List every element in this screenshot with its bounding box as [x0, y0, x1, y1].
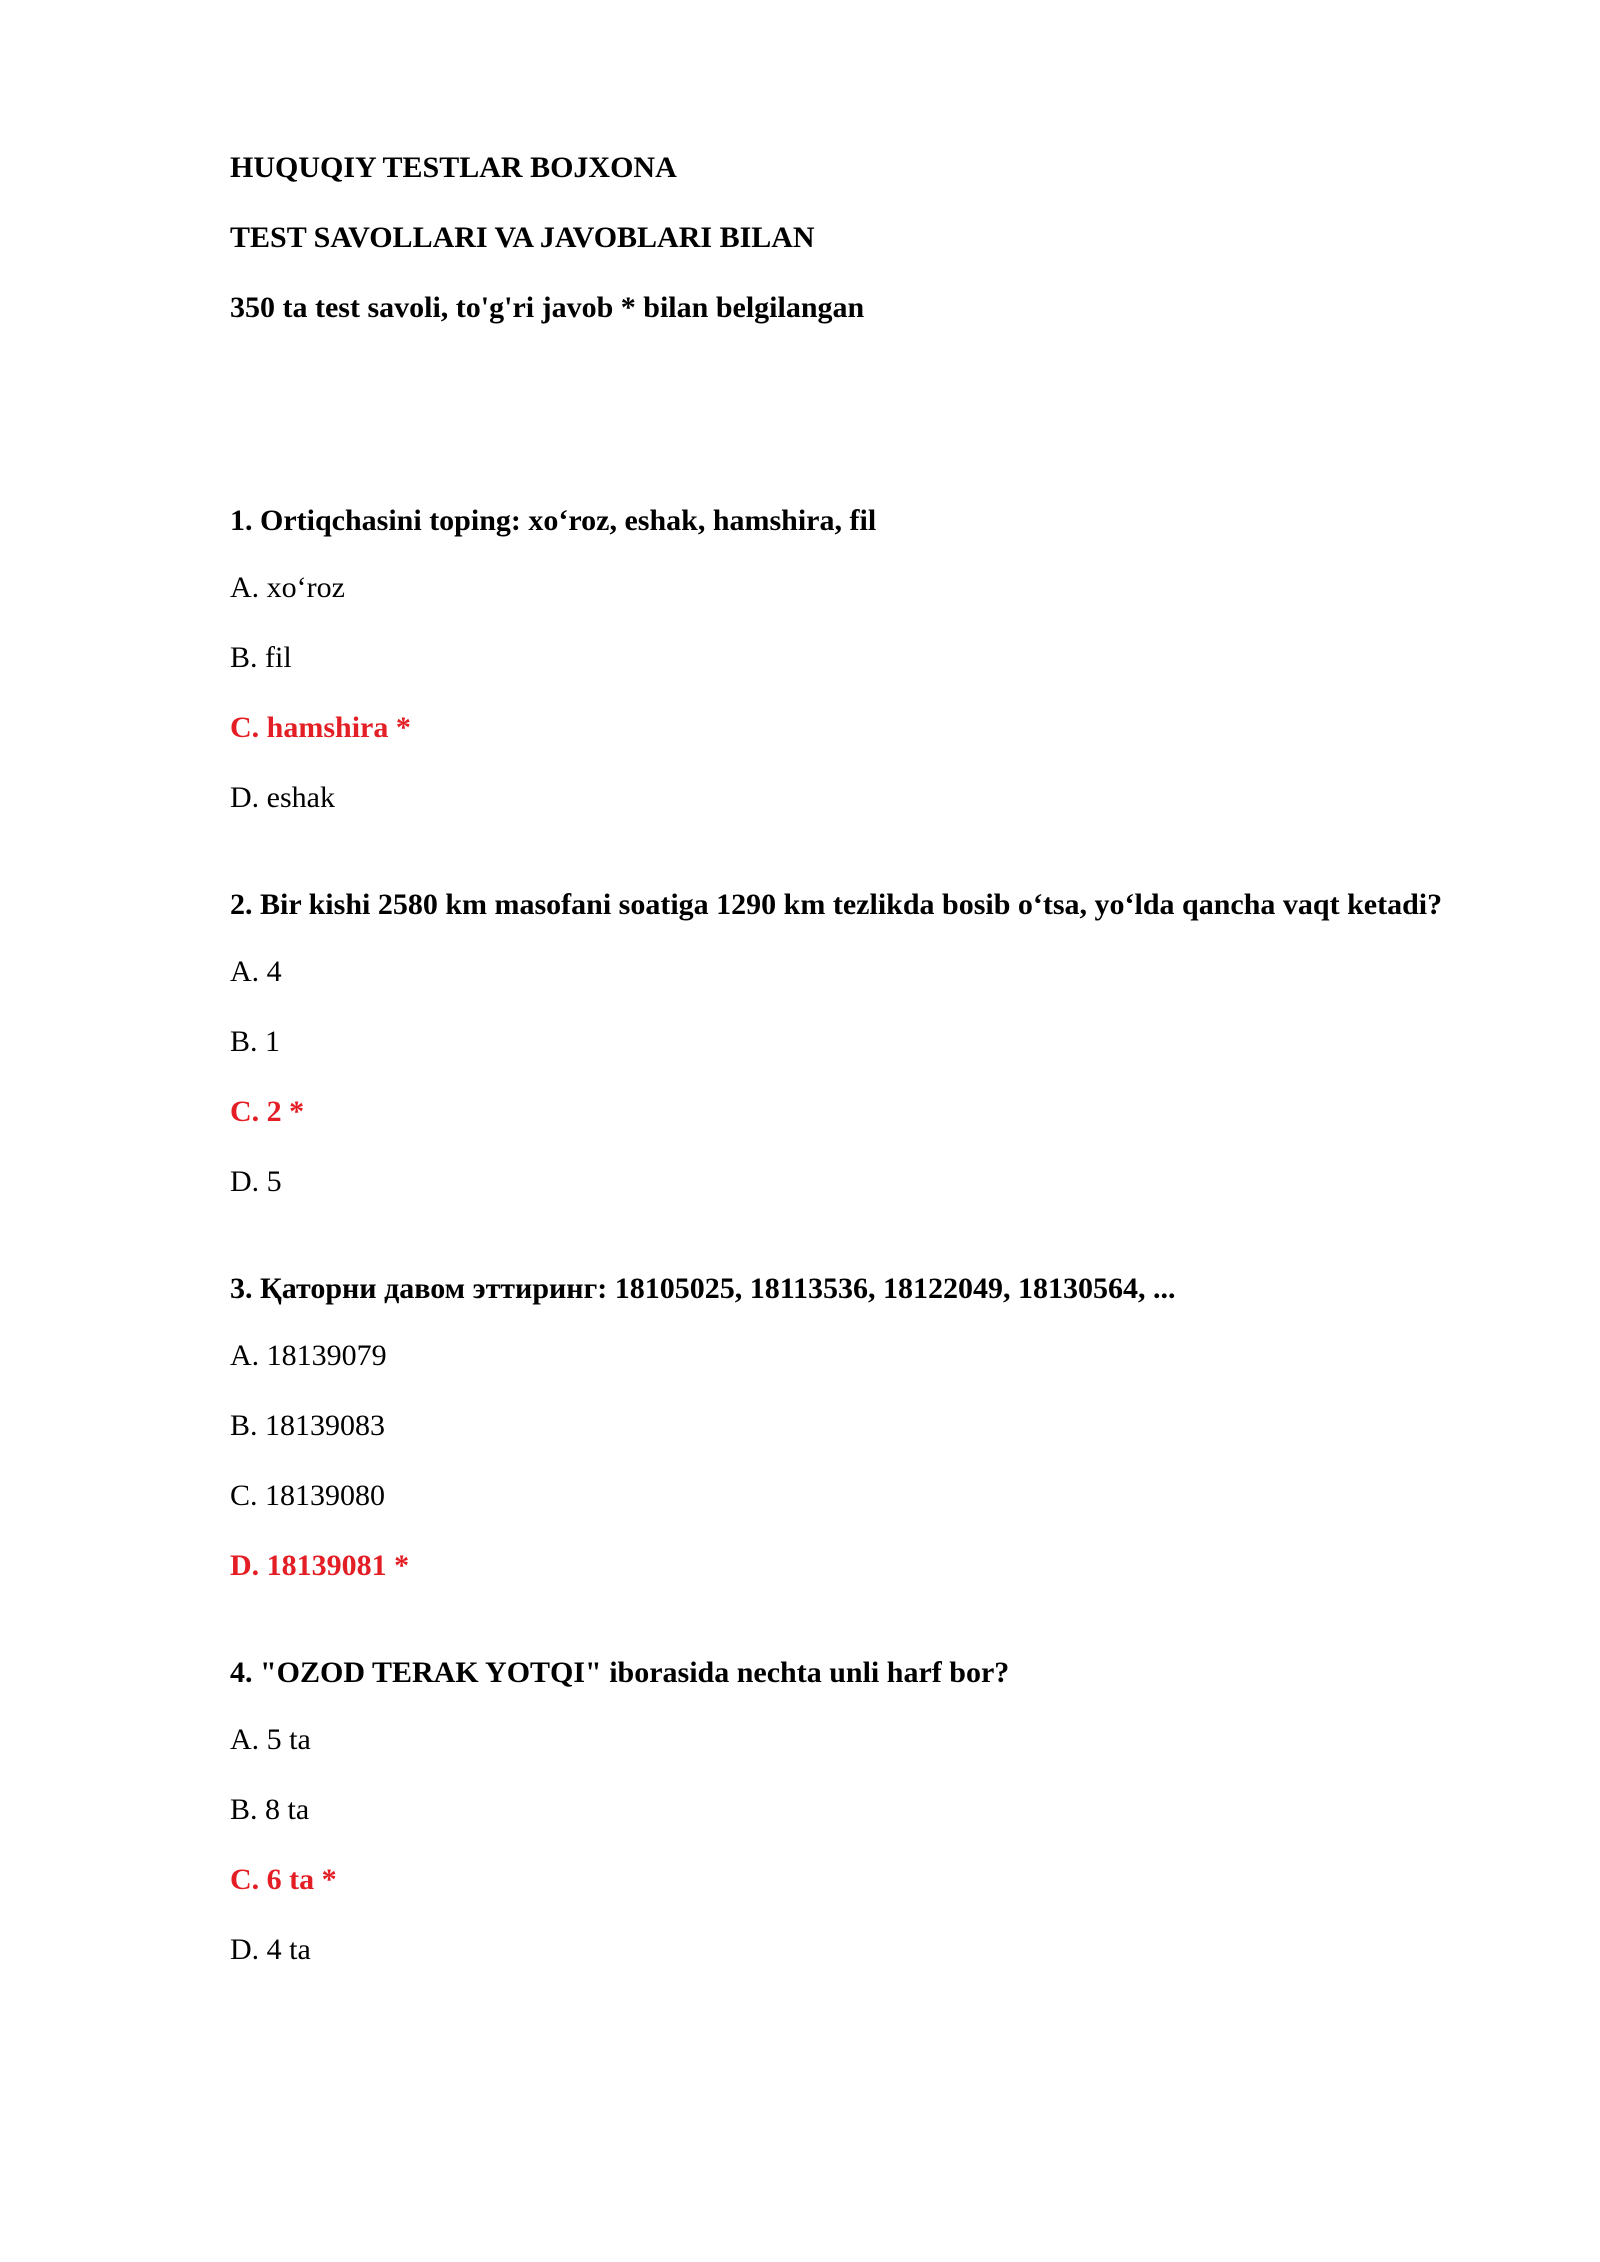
option-c: C. 18139080 — [230, 1479, 386, 1512]
question-text: 2. Bir kishi 2580 km masofani soatiga 1290 km tezlikda bosib o‘tsa, yo‘lda qancha vaqt ketadi? — [230, 888, 1443, 921]
option-d: D. 5 — [230, 1165, 282, 1198]
option-a: A. 5 ta — [230, 1723, 311, 1756]
question-3 — [230, 1268, 1450, 1584]
option-a: A. 4 — [230, 955, 282, 988]
option-c-correct: C. 2 * — [230, 1095, 305, 1128]
document-note: 350 ta test savoli, to'g'ri javob * bilan belgilangan — [230, 291, 865, 324]
option-c-correct: C. 6 ta * — [230, 1863, 337, 1896]
option-b: B. fil — [230, 641, 292, 674]
document-title: HUQUQIY TESTLAR BOJXONA — [230, 151, 677, 184]
document-subtitle: TEST SAVOLLARI VA JAVOBLARI BILAN — [230, 221, 815, 254]
question-text: 4. "OZOD TERAK YOTQI" iborasida nechta unli harf bor? — [230, 1656, 1010, 1689]
option-a: A. 18139079 — [230, 1339, 387, 1372]
option-d-correct: D. 18139081 * — [230, 1549, 410, 1582]
question-2 — [230, 884, 1450, 1200]
option-b: B. 18139083 — [230, 1409, 386, 1442]
option-b: B. 8 ta — [230, 1793, 310, 1826]
option-a: A. xo‘roz — [230, 571, 345, 604]
question-text: 1. Ortiqchasini toping: xo‘roz, eshak, hamshira, fil — [230, 504, 877, 537]
option-d: D. eshak — [230, 781, 335, 814]
question-text: 3. Қаторни давом эттиринг: 18105025, 18113536, 18122049, 18130564, ... — [230, 1272, 1176, 1305]
question-4 — [230, 1652, 1450, 1968]
question-list — [230, 500, 1450, 2036]
document-header — [230, 150, 864, 360]
question-1 — [230, 500, 1450, 816]
option-d: D. 4 ta — [230, 1933, 311, 1966]
option-b: B. 1 — [230, 1025, 281, 1058]
option-c-correct: C. hamshira * — [230, 711, 411, 744]
